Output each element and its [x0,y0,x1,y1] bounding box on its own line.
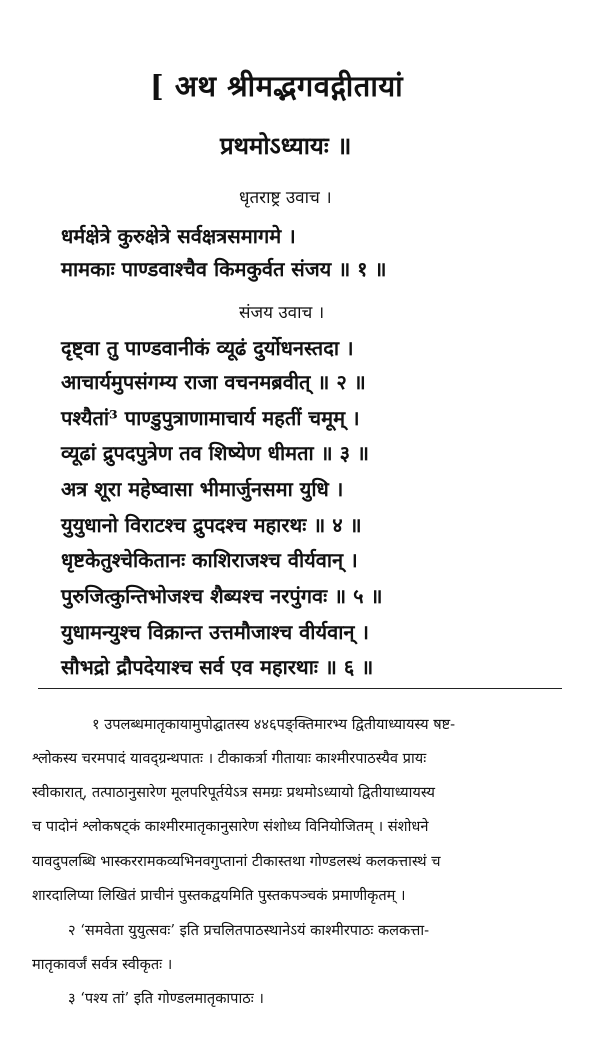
footnote-line: श्लोकस्य चरमपादं यावद्ग्रन्थपातः । टीकाकर्त्रा गीतायाः काश्मीरपाठस्यैव प्रायः [32,750,427,767]
speaker-dhritarashtra: धृतराष्ट्र उवाच । [239,188,332,208]
verse-line: युयुधानो विराटश्च द्रुपदश्च महारथः ॥ ४ ॥ [61,513,362,537]
footnote-line: २ ‘समवेता युयुत्सवः’ इति प्रचलितपाठस्थानेऽयं काश्मीरपाठः कलकत्ता- [68,922,430,939]
verse-line: धृष्टकेतुश्चेकितानः काशिराजश्च वीर्यवान् । [61,548,358,572]
verse-line: आचार्यमुपसंगम्य राजा वचनमब्रवीत् ॥ २ ॥ [61,370,366,394]
footnote-line: मातृकावर्जं सर्वत्र स्वीकृतः । [32,956,173,973]
footnote-line: यावदुपलब्धि भास्कररामकव्यभिनवगुप्तानां टीकास्तथा गोण्डलस्थं कलकत्तास्थं च [32,853,441,870]
page-heading: [ अथ श्रीमद्भगवद्गीतायां [150,69,404,103]
footnote-line: १ उपलब्धमातृकायामुपोद्घातस्य ४४६पङ्क्तिमारभ्य द्वितीयाध्यायस्य षष्ट- [92,716,456,733]
speaker-sanjaya: संजय उवाच । [239,303,325,323]
footnote-line: च पादोनं श्लोकषट्कं काश्मीरमातृकानुसारेण संशोध्य विनियोजितम् । संशोधने [32,818,429,835]
footnote-divider [38,688,562,689]
verse-line: मामकाः पाण्डवाश्चैव किमकुर्वत संजय ॥ १ ॥ [61,257,387,281]
verse-line: पुरुजित्कुन्तिभोजश्च शैब्यश्च नरपुंगवः ॥ ५ ॥ [61,584,383,608]
verse-line: सौभद्रो द्रौपदेयाश्च सर्व एव महारथाः ॥ ६ ॥ [61,655,374,679]
verse-line: युधामन्युश्च विक्रान्त उत्तमौजाश्च वीर्यवान् । [61,620,370,644]
verse-line: पश्यैतां³ पाण्डुपुत्राणामाचार्य महतीं चमूम् । [61,406,360,430]
verse-line: व्यूढां द्रुपदपुत्रेण तव शिष्येण धीमता ॥ ३ ॥ [61,441,369,465]
footnote-line: ३ ‘पश्य तां’ इति गोण्डलमातृकापाठः । [68,990,264,1007]
verse-line: अत्र शूरा महेष्वासा भीमार्जुनसमा युधि । [61,477,344,501]
footnote-line: स्वीकारात्, तत्पाठानुसारेण मूलपरिपूर्तयेऽत्र समग्रः प्रथमोऽध्यायो द्वितीयाध्यायस्य [32,784,436,801]
verse-line: धर्मक्षेत्रे कुरुक्षेत्रे सर्वक्षत्रसमागमे । [61,224,296,248]
chapter-title: प्रथमोऽध्यायः ॥ [220,131,352,160]
verse-line: दृष्ट्वा तु पाण्डवानीकं व्यूढं दुर्योधनस्तदा । [61,336,354,360]
footnote-line: शारदालिप्या लिखितं प्राचीनं पुस्तकद्वयमिति पुस्तकपञ्चकं प्रमाणीकृतम् । [32,887,406,904]
